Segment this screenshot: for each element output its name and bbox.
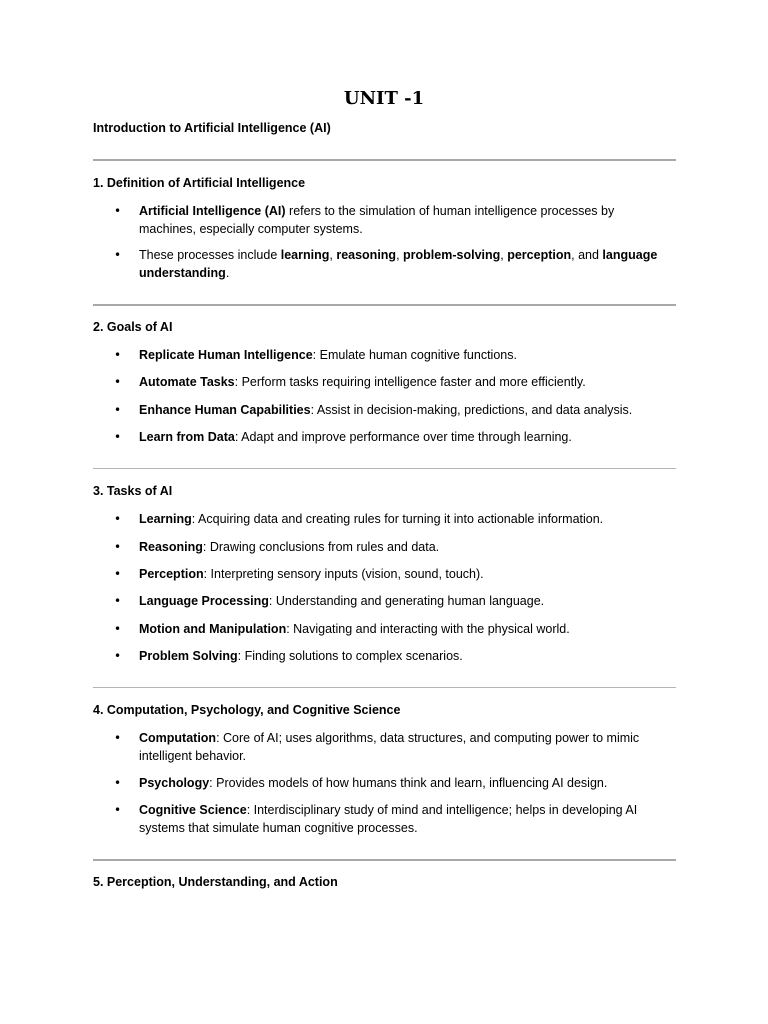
- bullet-icon: •: [114, 375, 122, 389]
- section-divider: [93, 468, 676, 469]
- list-item-term: problem-solving: [403, 248, 501, 262]
- list-item-text: ,: [500, 248, 508, 262]
- list-item-term: Replicate Human Intelligence: [139, 348, 313, 362]
- list-item-term: Learning: [139, 512, 192, 526]
- list-item-text: ,: [329, 248, 337, 262]
- list-item-term: Enhance Human Capabilities: [139, 403, 311, 417]
- list-item: [139, 511, 664, 529]
- list-item-text: These processes include: [139, 248, 281, 262]
- bullet-icon: •: [114, 512, 122, 526]
- list-item-text: : Provides models of how humans think and learn, influencing AI design.: [209, 776, 608, 790]
- bullet-icon: •: [114, 594, 122, 608]
- list-item-text: refers to the simulation of human intelligence processes by machines, especially computer systems.: [139, 204, 615, 236]
- section-divider: [93, 304, 676, 306]
- list-item: [139, 374, 664, 392]
- list-item-text: : Finding solutions to complex scenarios.: [237, 649, 463, 663]
- list-item-term: Language Processing: [139, 594, 269, 608]
- bullet-icon: •: [114, 348, 122, 362]
- list-item-term: Artificial Intelligence (AI): [139, 204, 286, 218]
- list-item-term: Cognitive Science: [139, 803, 247, 817]
- list-item: [139, 429, 664, 447]
- list-item: [139, 566, 664, 584]
- page-title: UNIT -1: [343, 88, 425, 109]
- list-item-term: Perception: [139, 567, 204, 581]
- list-item: [139, 775, 664, 793]
- list-item-text: : Navigating and interacting with the physical world.: [286, 622, 570, 636]
- list-item: [139, 593, 664, 611]
- list-item: [139, 648, 664, 666]
- bullet-icon: •: [114, 567, 122, 581]
- list-item-text: : Understanding and generating human language.: [268, 594, 545, 608]
- list-item: [139, 203, 664, 238]
- list-item-term: Learn from Data: [139, 430, 235, 444]
- list-item-term: language understanding: [139, 248, 658, 280]
- list-item: [139, 730, 664, 765]
- list-item-text: : Perform tasks requiring intelligence faster and more efficiently.: [234, 375, 586, 389]
- bullet-icon: •: [114, 403, 122, 417]
- list-item-text: .: [225, 265, 230, 280]
- list-item-term: Psychology: [139, 776, 210, 790]
- list-item-term: Automate Tasks: [139, 375, 235, 389]
- list-item-text: : Acquiring data and creating rules for turning it into actionable information.: [191, 512, 604, 526]
- list-item: [139, 402, 664, 420]
- list-item-term: Motion and Manipulation: [139, 622, 287, 636]
- list-item: [139, 802, 664, 837]
- list-item-text: : Core of AI; uses algorithms, data structures, and computing power to mimic intelligent behavior.: [139, 731, 640, 763]
- list-item-text: : Assist in decision-making, predictions, and data analysis.: [310, 403, 633, 417]
- list-item-term: Problem Solving: [139, 649, 238, 663]
- section-heading-goals: 2. Goals of AI: [93, 320, 173, 334]
- section-heading-computation: 4. Computation, Psychology, and Cognitive Science: [93, 703, 401, 717]
- bullet-icon: •: [114, 622, 122, 636]
- list-item: [139, 247, 664, 282]
- section-heading-perception: 5. Perception, Understanding, and Action: [93, 875, 338, 889]
- section-heading-tasks: 3. Tasks of AI: [93, 484, 173, 498]
- list-item-text: , and: [571, 248, 603, 262]
- bullet-icon: •: [114, 803, 122, 817]
- bullet-icon: •: [114, 540, 122, 554]
- list-item-text: : Interdisciplinary study of mind and intelligence; helps in developing AI systems that simulate human cognitive processes.: [139, 803, 638, 835]
- list-item-text: : Interpreting sensory inputs (vision, sound, touch).: [203, 567, 484, 581]
- list-item-text: : Emulate human cognitive functions.: [312, 348, 517, 362]
- list-item-term: Reasoning: [139, 540, 203, 554]
- bullet-icon: •: [114, 248, 122, 262]
- page-subtitle: Introduction to Artificial Intelligence (AI): [93, 121, 331, 135]
- list-item-text: : Adapt and improve performance over time through learning.: [234, 430, 572, 444]
- bullet-icon: •: [114, 204, 122, 218]
- section-divider: [93, 859, 676, 861]
- section-divider: [93, 687, 676, 688]
- list-item-term: perception: [507, 248, 572, 262]
- bullet-icon: •: [114, 776, 122, 790]
- bullet-icon: •: [114, 649, 122, 663]
- list-item: [139, 621, 664, 639]
- bullet-icon: •: [114, 430, 122, 444]
- list-item-term: reasoning: [336, 248, 397, 262]
- list-item-term: learning: [280, 248, 330, 262]
- section-heading-definition: 1. Definition of Artificial Intelligence: [93, 176, 306, 190]
- list-item: [139, 539, 664, 557]
- list-item-text: : Drawing conclusions from rules and data.: [202, 540, 440, 554]
- list-item-term: Computation: [139, 731, 217, 745]
- section-divider: [93, 159, 676, 161]
- bullet-icon: •: [114, 731, 122, 745]
- list-item-text: ,: [396, 248, 404, 262]
- list-item: [139, 347, 664, 365]
